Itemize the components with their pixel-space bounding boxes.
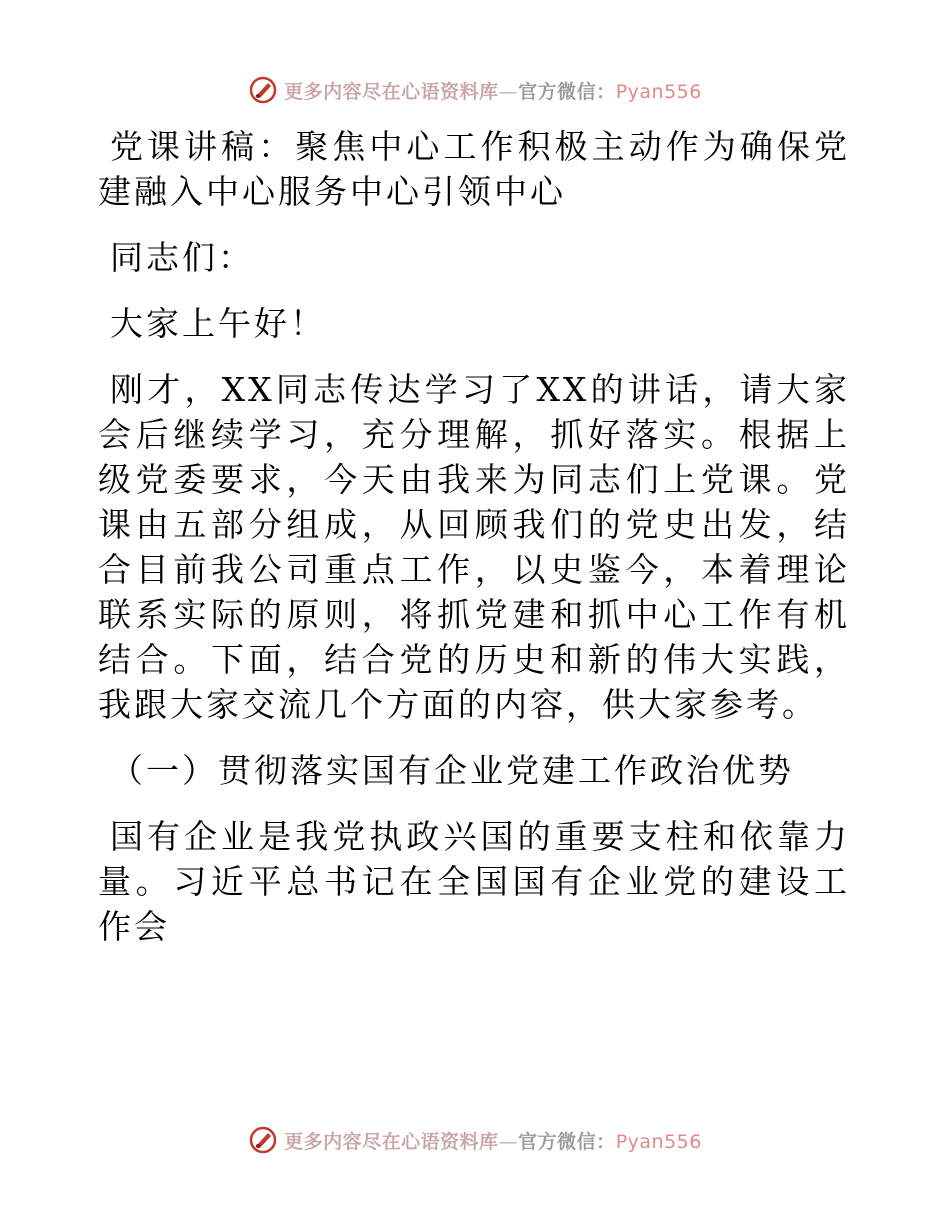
section-heading-1: （一）贯彻落实国有企业党建工作政治优势: [110, 751, 794, 790]
watermark-text: 更多内容尽在心语资料库—官方微信：Pyan556: [284, 80, 702, 103]
header-watermark: [0, 70, 950, 110]
footer-watermark: [0, 1120, 950, 1160]
salutation: 同志们：: [110, 238, 254, 277]
greeting: 大家上午好！: [110, 304, 326, 343]
logo-icon: [248, 1125, 278, 1155]
paragraph-section-1: 国有企业是我党执政兴国的重要支柱和依靠力量。习近平总书记在全国国有企业党的建设工作会: [98, 817, 850, 946]
logo-icon: [248, 75, 278, 105]
document-body: [98, 124, 850, 949]
document-title: 党课讲稿：聚焦中心工作积极主动作为确保党建融入中心服务中心引领中心: [98, 127, 850, 211]
paragraph-intro: 刚才，XX同志传达学习了XX的讲话，请大家会后继续学习，充分理解，抓好落实。根据上级党委要求，今天由我来为同志们上党课。党课由五部分组成，从回顾我们的党史出发，结合目前我公司重点工作，以史鉴今，本着理论联系实际的原则，将抓党建和抓中心工作有机结合。下面，结合党的历史和新的伟大实践，我跟大家交流几个方面的内容，供大家参考。: [98, 370, 850, 724]
watermark-text: 更多内容尽在心语资料库—官方微信：Pyan556: [284, 1130, 702, 1153]
